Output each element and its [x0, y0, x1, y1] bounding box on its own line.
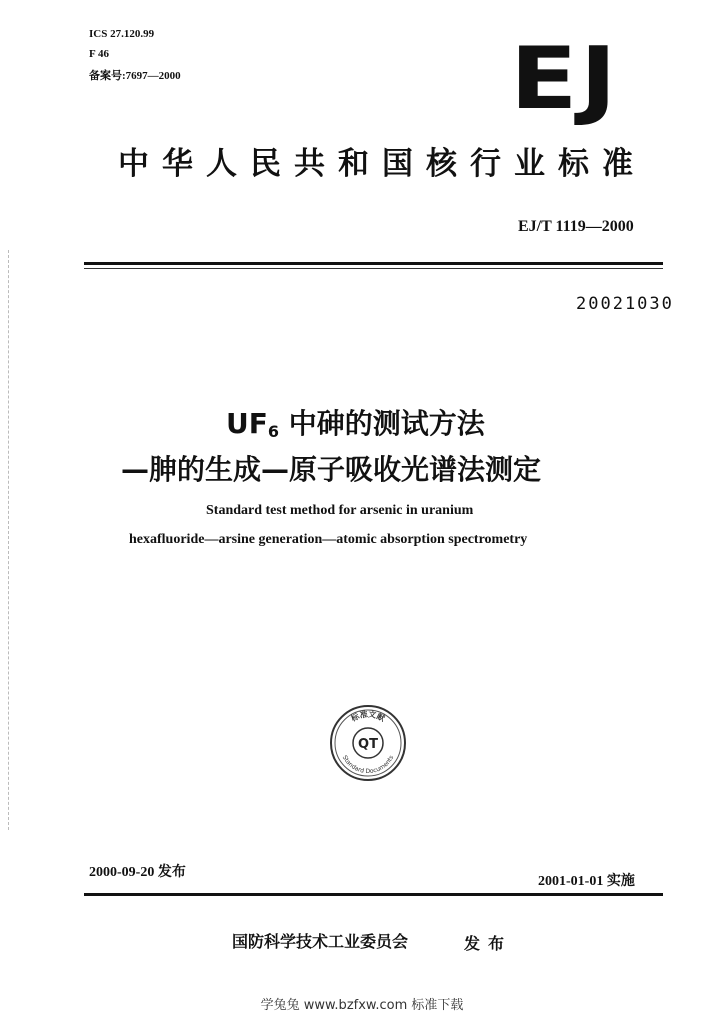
standard-documents-seal-icon	[328, 703, 408, 783]
svg-text:标准文献	[348, 709, 386, 724]
publisher-name: 国防科学技术工业委员会	[232, 932, 409, 951]
chinese-title-line1	[226, 402, 485, 442]
ccs-code: F 46	[89, 48, 110, 60]
top-rule	[84, 262, 663, 265]
stamp-serial-number: 20021030	[576, 294, 674, 314]
ej-logo: EJ	[510, 29, 619, 129]
issue-date: 2000-09-20 发布	[89, 865, 186, 880]
standard-category-title: 中华人民共和国核行业标准	[118, 146, 646, 182]
english-title-line1: Standard test method for arsenic in uranium	[206, 503, 474, 518]
ics-code: ICS 27.120.99	[89, 28, 155, 40]
bottom-rule	[84, 893, 663, 896]
chinese-title-line2: —胂的生成—原子吸收光谱法测定	[121, 453, 542, 486]
record-number: 备案号:7697—2000	[89, 70, 181, 82]
top-rule-thin	[84, 268, 663, 269]
title-compound: UF	[226, 407, 268, 440]
footer-watermark-text: 学兔兔 www.bzfxw.com 标准下载	[260, 998, 464, 1013]
title-line1-text: 中砷的测试方法	[279, 407, 485, 440]
english-title-line2: hexafluoride—arsine generation—atomic absorption spectrometry	[129, 532, 528, 547]
implementation-date: 2001-01-01 实施	[538, 874, 635, 889]
scan-edge-mark	[8, 250, 9, 830]
seal-center-text: QT	[358, 737, 378, 752]
seal-top-text: 标准文献	[349, 709, 387, 724]
title-compound-subscript: 6	[267, 422, 280, 441]
standard-number: EJ/T 1119—2000	[518, 218, 634, 235]
publish-label: 发布	[464, 934, 513, 953]
seal-bottom-text: Standard Documents	[340, 754, 396, 776]
